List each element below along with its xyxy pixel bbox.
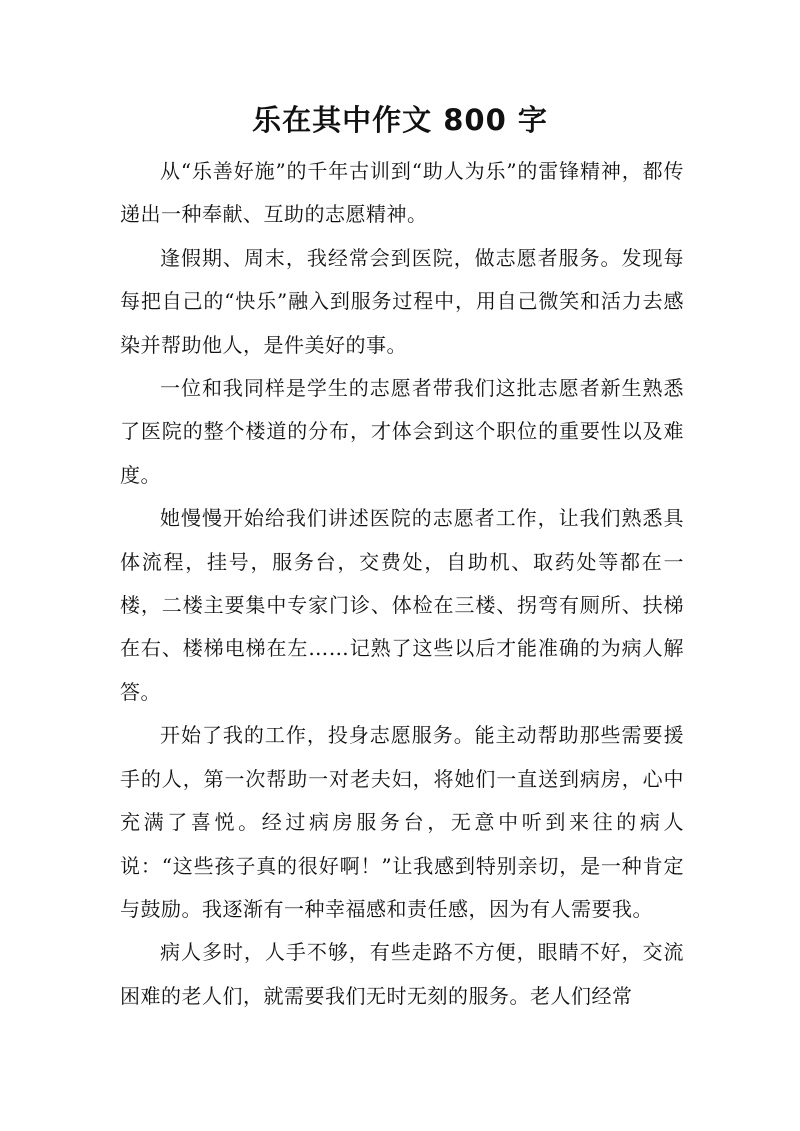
paragraph: 一位和我同样是学生的志愿者带我们这批志愿者新生熟悉了医院的整个楼道的分布，才体会到这个职位的重要性以及难度。: [120, 376, 684, 487]
paragraph: 逢假期、周末，我经常会到医院，做志愿者服务。发现每每把自己的“快乐”融入到服务过程中，用自己微笑和活力去感染并帮助他人，是件美好的事。: [120, 245, 684, 357]
paragraph: 从“乐善好施”的千年古训到“助人为乐”的雷锋精神，都传递出一种奉献、互助的志愿精神。: [120, 159, 684, 227]
page-title: 乐在其中作文 800 字: [252, 103, 548, 137]
paragraph: 病人多时，人手不够，有些走路不方便，眼睛不好，交流困难的老人们，就需要我们无时无刻的服务。老人们经常: [120, 940, 684, 1008]
paragraph: 她慢慢开始给我们讲述医院的志愿者工作，让我们熟悉具体流程，挂号，服务台，交费处，自助机、取药处等都在一楼，二楼主要集中专家门诊、体检在三楼、拐弯有厕所、扶梯在右、楼梯电梯在左……记熟了这些以后才能准确的为病人解答。: [120, 506, 684, 704]
paragraph: 开始了我的工作，投身志愿服务。能主动帮助那些需要援手的人，第一次帮助一对老夫妇，将她们一直送到病房，心中充满了喜悦。经过病房服务台，无意中听到来往的病人说：“这些孩子真的很好啊！”让我感到特别亲切，是一种肯定与鼓励。我逐渐有一种幸福感和责任感，因为有人需要我。: [120, 723, 684, 921]
essay-body: [120, 150, 684, 1018]
